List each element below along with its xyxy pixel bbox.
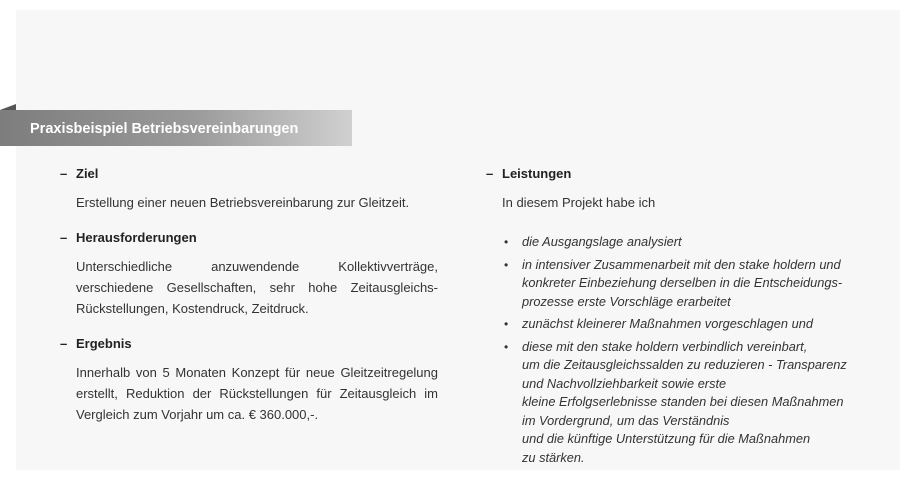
section-body: Innerhalb von 5 Monaten Konzept für neue Gleitzeitregelung erstellt, Reduktion der Rückstellungen für Zeitausgleich im Vergleich zum Vorjahr um ca. € 360.000,-. [76, 365, 438, 422]
section-title: Leistungen [502, 166, 572, 181]
list-item-text: diese mit den stake holdern verbindlich vereinbart, um die Zeitausgleichssalden zu reduzieren - Transparenz und Nachvollziehbarkeit sowie erste kleine Erfolgserlebnisse standen bei diesen Maßnahmen im Vordergrund, um das Verständnis und die künftige Unterstützung für die Maßnahmen zu stärken. [522, 338, 847, 465]
section-banner [0, 110, 352, 146]
list-item-text: in intensiver Zusammenarbeit mit den stake holdern und konkreter Einbeziehung derselben in die Entscheidungs-prozesse erste Vorschläge erarbeitet [522, 256, 843, 309]
dash-marker: – [60, 230, 68, 245]
bullet-dot-icon: • [504, 257, 509, 272]
section-title: Herausforderungen [76, 230, 197, 245]
dash-marker: – [486, 166, 494, 181]
section-body: Erstellung einer neuen Betriebsvereinbarung zur Gleitzeit. [76, 195, 410, 210]
dash-marker: – [60, 166, 68, 181]
section-leistungen [486, 166, 876, 467]
section-ziel [60, 166, 438, 213]
banner-title: Praxisbeispiel Betriebsvereinbarungen [30, 121, 299, 137]
section-heading [60, 336, 438, 356]
left-column [60, 166, 438, 442]
list-item [486, 233, 876, 252]
section-ergebnis [60, 336, 438, 425]
section-intro: In diesem Projekt habe ich [502, 195, 656, 210]
section-heading [486, 166, 876, 186]
list-item-text: zunächst kleinerer Maßnahmen vorgeschlagen und [522, 316, 813, 331]
dash-marker: – [60, 336, 68, 351]
section-title: Ergebnis [76, 336, 132, 351]
section-herausforderungen [60, 230, 438, 319]
section-body: Unterschiedliche anzuwendende Kollektivverträge, verschiedene Gesellschaften, sehr hohe Zeitausgleichs-Rückstellungen, Kostendruck, Zeitdruck. [76, 259, 438, 316]
section-heading [60, 166, 438, 186]
list-item [486, 256, 876, 312]
list-item [486, 315, 876, 334]
right-column [486, 166, 876, 484]
bullet-dot-icon: • [504, 235, 509, 249]
list-item-text: die Ausgangslage analysiert [522, 234, 682, 249]
section-title: Ziel [76, 166, 99, 181]
list-item [486, 338, 876, 468]
bullet-dot-icon: • [504, 339, 509, 354]
bullet-list [486, 233, 876, 467]
section-heading [60, 230, 438, 250]
bullet-dot-icon: • [504, 317, 509, 331]
